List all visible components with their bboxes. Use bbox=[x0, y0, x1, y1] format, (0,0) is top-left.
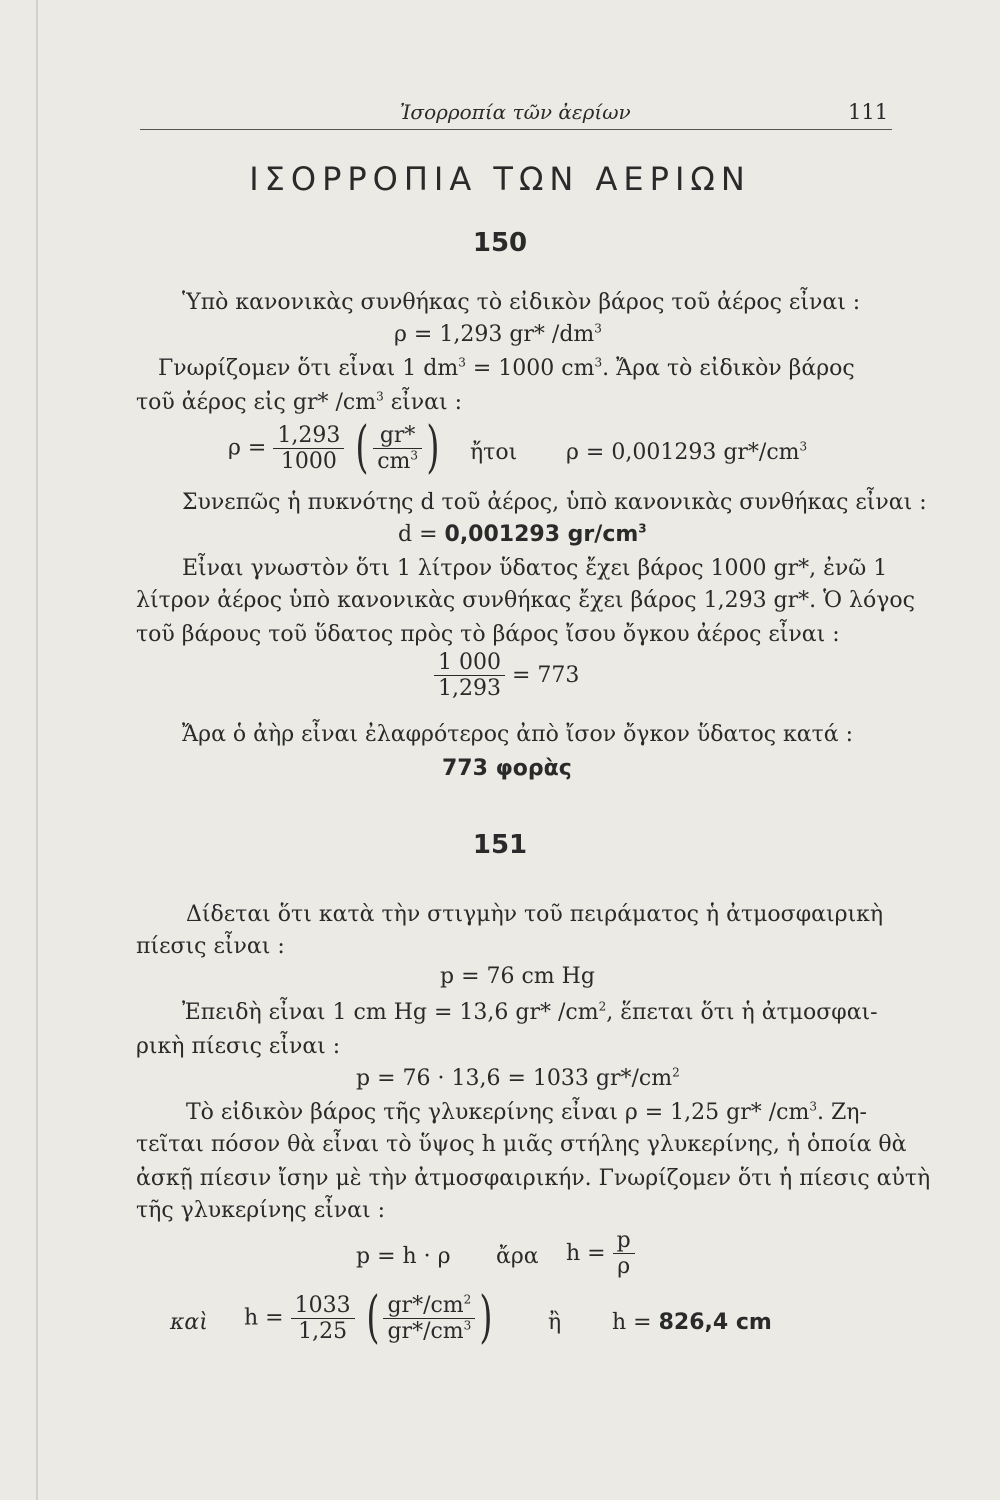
p151-line4: ρικὴ πίεσις εἶναι : bbox=[136, 1034, 341, 1059]
p150-line6: λίτρον ἀέρος ὑπὸ κανονικὰς συνθήκας ἔχει βάρος 1,293 gr*. Ὁ λόγος bbox=[136, 588, 915, 613]
p151-eq4-fraction: $\frac{1033}{1,25}$ bbox=[291, 1293, 355, 1344]
p151-eq3-right: h = $\frac{p}{\rho}$ bbox=[566, 1228, 635, 1279]
p150-line7: τοῦ βάρους τοῦ ὕδατος πρὸς τὸ βάρος ἴσου ὄγκου ἀέρος εἶναι : bbox=[136, 622, 840, 647]
p150-line5: Εἶναι γνωστὸν ὅτι 1 λίτρον ὕδατος ἔχει βάρος 1000 gr*, ἐνῶ 1 bbox=[182, 556, 888, 581]
p150-result: 773 φορὰς bbox=[442, 756, 572, 781]
section-title: ΙΣΟΡΡΟΠΙΑ ΤΩΝ ΑΕΡΙΩΝ bbox=[249, 160, 751, 198]
p150-line8: Ἄρα ὁ ἀὴρ εἶναι ἐλαφρότερος ἀπὸ ἴσον ὄγκον ὕδατος κατά : bbox=[182, 722, 854, 747]
p151-line1: Δίδεται ὅτι κατὰ τὴν στιγμὴν τοῦ πειράματος ἡ ἀτμοσφαιρικὴ bbox=[186, 902, 884, 927]
p151-eq1: p = 76 cm Hg bbox=[440, 964, 595, 989]
p151-line3: Ἐπειδὴ εἶναι 1 cm Hg = 13,6 gr* $/cm^2$, ἕπεται ὅτι ἡ ἀτμοσφαι- bbox=[182, 999, 878, 1025]
p150-eq2: ρ = $\frac{1,293}{1000}$ ( $\frac{gr*}{cm^3}$ ) bbox=[228, 415, 440, 480]
p150-line3: τοῦ ἀέρος εἰς gr* $/cm^3$ εἶναι : bbox=[136, 389, 462, 415]
p151-eq4-or: ἢ bbox=[548, 1310, 562, 1335]
p151-eq4: h = $\frac{1033}{1,25}$ ( $\frac{gr*/cm^2}{gr*/cm^3}$ ) bbox=[244, 1285, 493, 1350]
p150-eq2-unit-fraction: $\frac{gr*}{cm^3}$ bbox=[373, 423, 422, 474]
page-number: 111 bbox=[848, 100, 889, 124]
p150-eq2-fraction: $\frac{1,293}{1000}$ bbox=[273, 423, 344, 474]
p151-eq3-left: p = h · ρ bbox=[356, 1244, 451, 1269]
page-fold-shadow bbox=[36, 0, 38, 1500]
p151-line5: Τὸ εἰδικὸν βάρος τῆς γλυκερίνης εἶναι ρ = 1,25 gr* $/cm^3$. Ζη- bbox=[186, 1099, 867, 1125]
p150-line1: Ὑπὸ κανονικὰς συνθήκας τὸ εἰδικὸν βάρος τοῦ ἀέρος εἶναι : bbox=[182, 290, 861, 315]
p150-line2: Γνωρίζομεν ὅτι εἶναι 1 $dm^3 = 1000$ $cm^3$. Ἄρα τὸ εἰδικὸν βάρος bbox=[158, 355, 855, 381]
p151-eq3-word: ἄρα bbox=[496, 1244, 539, 1269]
p151-line2: πίεσις εἶναι : bbox=[136, 934, 285, 959]
problem-number-151: 151 bbox=[472, 830, 528, 860]
p151-eq4-unit-fraction: $\frac{gr*/cm^2}{gr*/cm^3}$ bbox=[383, 1293, 475, 1344]
p150-eq4: $\frac{1 000}{1,293}$ = 773 bbox=[434, 650, 579, 701]
p151-line6: τεῖται πόσον θὰ εἶναι τὸ ὕψος h μιᾶς στήλης γλυκερίνης, ἡ ὁποία θὰ bbox=[136, 1132, 907, 1157]
header-rule bbox=[140, 129, 892, 130]
p151-eq2: p = 76 · 13,6 = 1033 $gr*/cm^2$ bbox=[356, 1065, 680, 1091]
p151-eq3-fraction: $\frac{p}{\rho}$ bbox=[613, 1228, 635, 1279]
p151-line7: ἀσκῇ πίεσιν ἴσην μὲ τὴν ἀτμοσφαιρικήν. Γνωρίζομεν ὅτι ἡ πίεσις αὐτὴ bbox=[136, 1166, 931, 1191]
p150-eq1: ρ = 1,293 gr* $/dm^3$ bbox=[394, 321, 602, 347]
running-title: Ἰσορροπία τῶν ἀερίων bbox=[400, 100, 631, 124]
p150-line4: Συνεπῶς ἡ πυκνότης d τοῦ ἀέρος, ὑπὸ κανονικὰς συνθήκας εἶναι : bbox=[182, 490, 927, 515]
p151-line8: τῆς γλυκερίνης εἶναι : bbox=[136, 1198, 385, 1223]
p150-eq3: d = 0,001293 $gr/cm^3$ bbox=[398, 521, 647, 547]
p151-eq4-word: καὶ bbox=[170, 1310, 208, 1335]
problem-number-150: 150 bbox=[472, 228, 528, 258]
p150-eq4-fraction: $\frac{1 000}{1,293}$ bbox=[434, 650, 505, 701]
p150-eq2-word: ἤτοι bbox=[470, 440, 518, 465]
p151-eq4-result: h = 826,4 cm bbox=[612, 1310, 772, 1335]
p150-eq2-result: ρ = 0,001293 $gr*/cm^3$ bbox=[566, 439, 808, 465]
